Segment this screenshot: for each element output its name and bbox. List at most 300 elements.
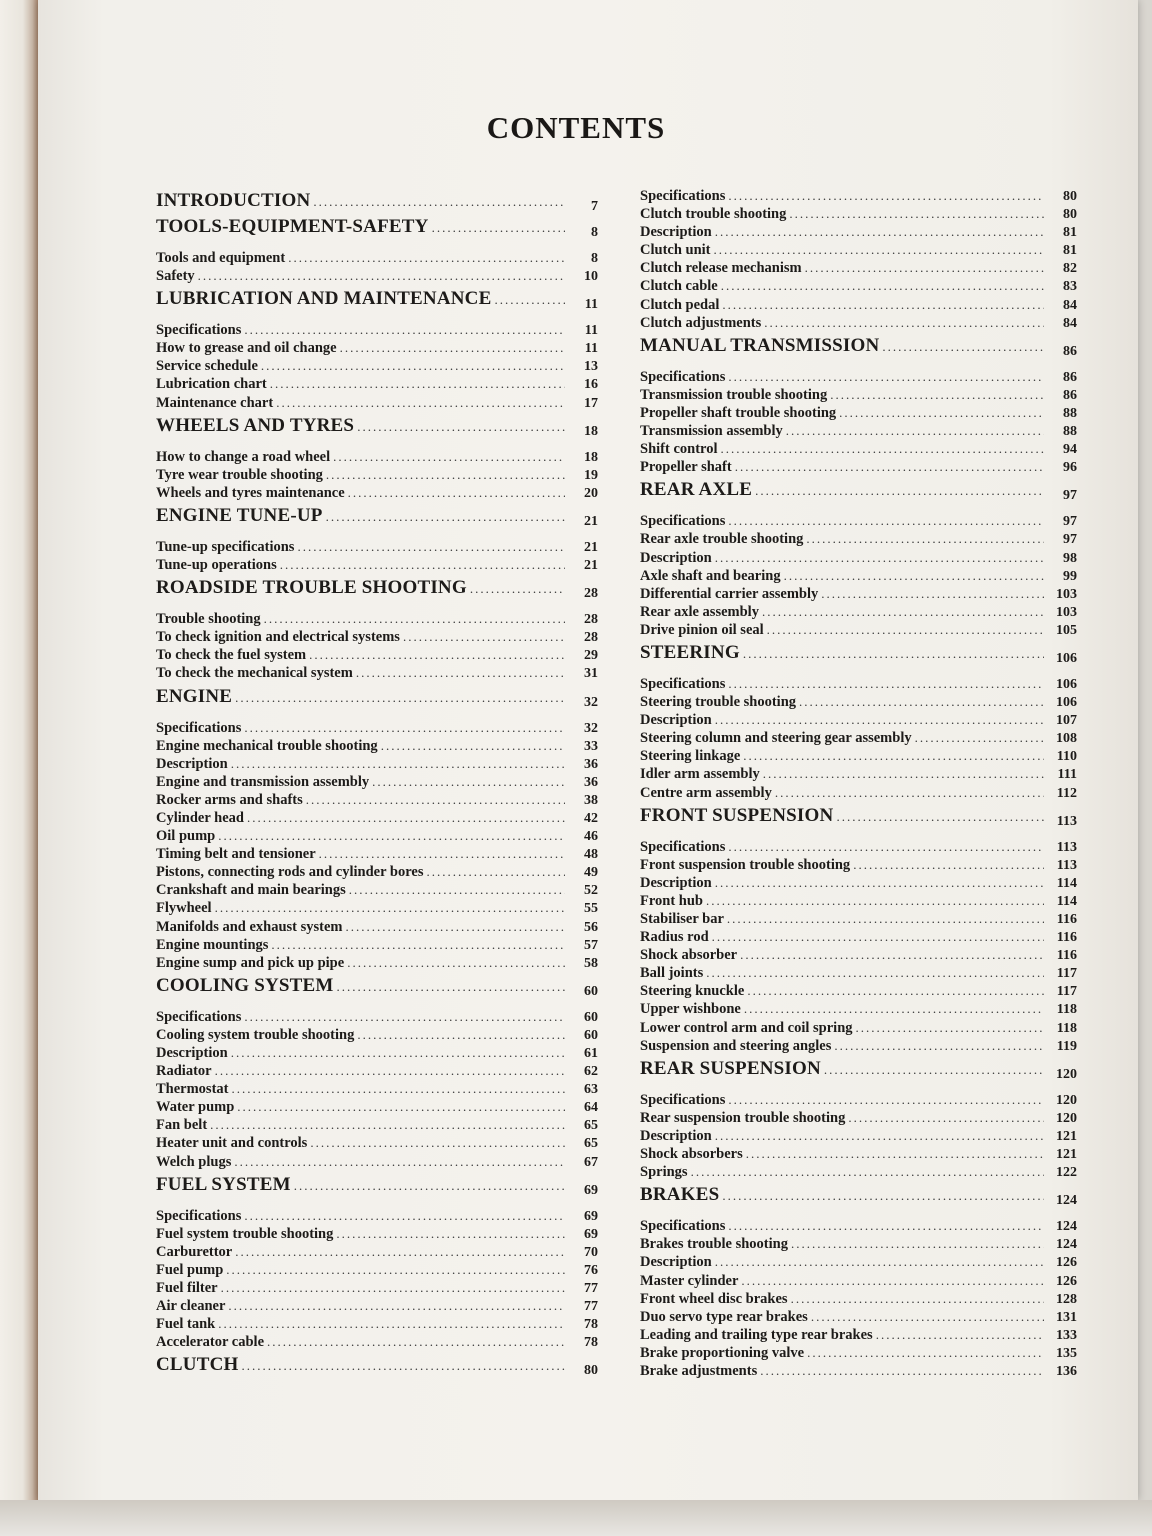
toc-page-number: 107 xyxy=(1056,713,1077,729)
section-spacer xyxy=(156,529,598,539)
toc-page-number: 122 xyxy=(1056,1165,1077,1181)
toc-page-number: 116 xyxy=(1056,912,1077,927)
dot-leader xyxy=(876,1327,1044,1343)
toc-page-number: 94 xyxy=(1063,442,1077,458)
toc-entry xyxy=(640,1038,1077,1056)
toc-entry xyxy=(640,242,1077,260)
toc-entry-label: Safety xyxy=(156,268,195,285)
dot-leader xyxy=(715,1254,1044,1270)
toc-page-number: 86 xyxy=(1063,369,1077,385)
toc-entry-label: FRONT SUSPENSION xyxy=(640,804,834,826)
toc-page-number: 124 xyxy=(1056,1219,1077,1235)
dot-leader xyxy=(824,1062,1044,1078)
dot-leader xyxy=(706,965,1044,981)
toc-entry-label: Brakes trouble shooting xyxy=(640,1236,788,1253)
toc-entry xyxy=(640,568,1077,586)
toc-page-number: 116 xyxy=(1056,930,1077,946)
dot-leader xyxy=(789,206,1044,222)
toc-entry xyxy=(640,694,1077,712)
toc-entry-label: Axle shaft and bearing xyxy=(640,567,781,584)
toc-entry-label: Cylinder head xyxy=(156,809,244,826)
toc-page-number: 78 xyxy=(584,1317,598,1333)
toc-entry xyxy=(156,738,598,756)
toc-entry xyxy=(156,629,598,647)
dot-leader xyxy=(349,882,565,898)
dot-leader xyxy=(215,1063,565,1079)
toc-entry-label: Clutch trouble shooting xyxy=(640,206,787,223)
toc-page-number: 131 xyxy=(1056,1309,1077,1325)
toc-entry-label: Drive pinion oil seal xyxy=(640,621,764,638)
toc-entry-label: Wheels and tyres maintenance xyxy=(156,484,345,501)
toc-entry-label: Specifications xyxy=(640,838,726,855)
toc-section-heading xyxy=(640,1184,1077,1208)
toc-entry-label: Radiator xyxy=(156,1063,212,1080)
toc-section-heading xyxy=(156,216,598,240)
toc-entry xyxy=(156,1208,598,1226)
toc-entry-label: Fuel system trouble shooting xyxy=(156,1225,334,1242)
toc-entry xyxy=(640,730,1077,748)
toc-page-number: 13 xyxy=(584,359,598,375)
section-spacer xyxy=(156,710,598,720)
toc-entry xyxy=(156,539,598,557)
toc-entry xyxy=(156,1334,598,1352)
toc-page-number: 42 xyxy=(584,810,598,826)
toc-entry xyxy=(640,513,1077,531)
toc-entry xyxy=(640,1291,1077,1309)
dot-leader xyxy=(763,766,1044,782)
toc-entry xyxy=(156,395,598,413)
toc-page-number: 126 xyxy=(1056,1273,1077,1289)
toc-entry-label: Oil pump xyxy=(156,828,216,845)
toc-entry-label: Differential carrier assembly xyxy=(640,585,819,602)
toc-entry-label: Brake adjustments xyxy=(640,1362,758,1379)
dot-leader xyxy=(426,864,565,880)
dot-leader xyxy=(721,278,1044,294)
dot-leader xyxy=(244,720,565,736)
dot-leader xyxy=(231,756,565,772)
toc-entry xyxy=(640,965,1077,983)
toc-entry-label: To check ignition and electrical systems xyxy=(156,629,400,646)
toc-entry-label: Brake proportioning valve xyxy=(640,1344,805,1361)
dot-leader xyxy=(821,586,1044,602)
toc-entry xyxy=(640,1001,1077,1019)
toc-page-number: 11 xyxy=(584,297,598,313)
toc-page-number: 98 xyxy=(1063,550,1077,566)
section-spacer xyxy=(640,503,1077,513)
toc-entry xyxy=(640,1164,1077,1182)
toc-entry xyxy=(156,774,598,792)
dot-leader xyxy=(270,376,565,392)
toc-page-number: 18 xyxy=(584,449,598,465)
dot-leader xyxy=(267,1334,565,1350)
toc-entry-label: Specifications xyxy=(156,1207,242,1224)
toc-page-number: 61 xyxy=(584,1046,598,1061)
dot-leader xyxy=(712,929,1044,945)
toc-entry-label: Specifications xyxy=(640,675,726,692)
toc-page-number: 113 xyxy=(1056,857,1077,873)
toc-entry xyxy=(156,268,598,286)
toc-entry-label: Description xyxy=(640,712,712,729)
toc-entry-label: Clutch unit xyxy=(640,242,711,259)
dot-leader xyxy=(807,1345,1044,1361)
dot-leader xyxy=(288,250,565,266)
page-title: CONTENTS xyxy=(486,110,666,145)
dot-leader xyxy=(915,730,1044,746)
toc-entry xyxy=(640,911,1077,929)
dot-leader xyxy=(805,260,1044,276)
toc-page-number: 69 xyxy=(584,1226,598,1242)
toc-page-number: 86 xyxy=(1063,387,1077,403)
toc-entry xyxy=(640,712,1077,730)
dot-leader xyxy=(333,449,565,465)
toc-page-number: 136 xyxy=(1056,1363,1077,1379)
toc-page-number: 21 xyxy=(584,558,598,574)
dot-leader xyxy=(839,405,1044,421)
dot-leader xyxy=(799,694,1044,710)
toc-entry xyxy=(156,1244,598,1262)
toc-page-number: 32 xyxy=(584,720,598,736)
dot-leader xyxy=(691,1164,1044,1180)
toc-page-number: 11 xyxy=(584,341,598,357)
toc-page-number: 57 xyxy=(584,937,598,953)
dot-leader xyxy=(720,441,1044,457)
dot-leader xyxy=(357,419,565,435)
dot-leader xyxy=(313,194,565,210)
toc-entry-label: ENGINE TUNE-UP xyxy=(156,504,323,526)
toc-entry xyxy=(156,340,598,358)
toc-entry xyxy=(640,983,1077,1001)
toc-entry xyxy=(156,937,598,955)
toc-entry xyxy=(156,1280,598,1298)
dot-leader xyxy=(247,810,565,826)
toc-page-number: 11 xyxy=(584,323,598,339)
toc-entry-label: Fuel tank xyxy=(156,1316,216,1333)
toc-page-number: 88 xyxy=(1063,424,1077,440)
toc-page-number: 60 xyxy=(584,983,598,999)
toc-entry xyxy=(640,1128,1077,1146)
dot-leader xyxy=(306,792,565,808)
toc-entry xyxy=(640,369,1077,387)
toc-entry-label: Specifications xyxy=(156,719,242,736)
toc-entry-label: Cooling system trouble shooting xyxy=(156,1026,355,1043)
toc-page-number: 8 xyxy=(591,251,598,266)
toc-page-number: 96 xyxy=(1063,460,1077,476)
toc-page-number: 32 xyxy=(584,694,598,710)
toc-page-number: 128 xyxy=(1056,1291,1077,1307)
toc-entry-label: Engine mechanical trouble shooting xyxy=(156,737,378,754)
toc-entry-label: Trouble shooting xyxy=(156,611,261,628)
dot-leader xyxy=(356,665,565,681)
toc-entry-label: Timing belt and tensioner xyxy=(156,846,316,863)
toc-page-number: 121 xyxy=(1056,1147,1077,1163)
toc-page-number: 56 xyxy=(584,919,598,935)
dot-leader xyxy=(244,1009,565,1025)
toc-entry-label: CLUTCH xyxy=(156,1354,239,1376)
dot-leader xyxy=(357,1027,565,1043)
toc-entry-label: Leading and trailing type rear brakes xyxy=(640,1326,873,1343)
toc-entry-label: Idler arm assembly xyxy=(640,766,760,783)
toc-page-number: 33 xyxy=(584,738,598,754)
dot-leader xyxy=(743,646,1044,662)
dot-leader xyxy=(786,423,1044,439)
toc-section-heading xyxy=(156,415,598,439)
toc-entry xyxy=(156,1027,598,1045)
toc-page-number: 119 xyxy=(1056,1038,1077,1054)
toc-entry-label: Propeller shaft trouble shooting xyxy=(640,404,837,421)
toc-page-number: 76 xyxy=(584,1262,598,1278)
toc-page-number: 103 xyxy=(1056,604,1077,620)
toc-entry-label: Fuel pump xyxy=(156,1261,224,1278)
toc-entry-label: COOLING SYSTEM xyxy=(156,974,334,996)
toc-entry xyxy=(640,839,1077,857)
toc-page-number: 106 xyxy=(1056,676,1077,692)
toc-page-number: 69 xyxy=(584,1208,598,1224)
toc-entry xyxy=(156,1081,598,1099)
dot-leader xyxy=(848,1110,1044,1126)
toc-entry-label: Description xyxy=(640,1127,712,1144)
section-spacer xyxy=(156,312,598,322)
toc-entry xyxy=(640,875,1077,893)
dot-leader xyxy=(856,1020,1044,1036)
dot-leader xyxy=(264,611,565,627)
toc-entry xyxy=(640,297,1077,315)
toc-entry xyxy=(640,1218,1077,1236)
toc-entry-label: Springs xyxy=(640,1164,688,1181)
toc-entry-label: Thermostat xyxy=(156,1081,229,1098)
dot-leader xyxy=(722,1188,1044,1204)
toc-entry-label: Specifications xyxy=(640,1218,726,1235)
dot-leader xyxy=(806,531,1044,547)
toc-entry-label: Tune-up operations xyxy=(156,557,277,574)
section-spacer xyxy=(640,1208,1077,1218)
toc-page-number: 67 xyxy=(584,1154,598,1170)
toc-page-number: 36 xyxy=(584,756,598,772)
toc-page-number: 81 xyxy=(1063,225,1077,241)
toc-entry xyxy=(640,441,1077,459)
toc-entry-label: Air cleaner xyxy=(156,1298,226,1315)
toc-page-number: 77 xyxy=(584,1299,598,1315)
toc-entry-label: Steering column and steering gear assembly xyxy=(640,730,912,747)
toc-entry-label: INTRODUCTION xyxy=(156,190,311,211)
dot-leader xyxy=(747,983,1044,999)
toc-entry xyxy=(640,260,1077,278)
dot-leader xyxy=(746,1146,1044,1162)
toc-entry xyxy=(640,947,1077,965)
toc-page-number: 97 xyxy=(1063,488,1077,504)
toc-entry-label: Lubrication chart xyxy=(156,376,267,393)
toc-page-number: 10 xyxy=(584,269,598,285)
toc-entry-label: Service schedule xyxy=(156,358,258,375)
toc-entry xyxy=(156,919,598,937)
toc-entry xyxy=(640,405,1077,423)
toc-entry-label: Specifications xyxy=(640,188,726,204)
dot-leader xyxy=(276,395,565,411)
toc-page-number: 48 xyxy=(584,847,598,863)
toc-entry xyxy=(640,857,1077,875)
toc-page-number: 114 xyxy=(1056,893,1077,909)
toc-entry-label: Description xyxy=(156,1045,228,1061)
section-spacer xyxy=(640,666,1077,676)
toc-entry xyxy=(640,1345,1077,1363)
toc-page-number: 55 xyxy=(584,901,598,917)
dot-leader xyxy=(326,509,565,525)
toc-entry-label: BRAKES xyxy=(640,1184,720,1206)
toc-entry-label: Tools and equipment xyxy=(156,250,286,266)
toc-entry-label: Clutch release mechanism xyxy=(640,260,802,277)
dot-leader xyxy=(760,1363,1044,1379)
toc-entry xyxy=(156,250,598,268)
toc-page-number: 17 xyxy=(584,395,598,411)
toc-page-number: 36 xyxy=(584,774,598,790)
toc-entry xyxy=(640,224,1077,242)
toc-entry-label: Description xyxy=(640,874,712,891)
dot-leader xyxy=(310,1135,565,1151)
dot-leader xyxy=(830,387,1044,403)
toc-section-heading xyxy=(156,577,598,601)
toc-entry xyxy=(640,785,1077,803)
toc-entry-label: Rocker arms and shafts xyxy=(156,791,303,808)
toc-page-number: 103 xyxy=(1056,586,1077,602)
toc-page-number: 105 xyxy=(1056,622,1077,638)
toc-entry-label: Clutch cable xyxy=(640,278,718,295)
dot-leader xyxy=(244,1208,565,1224)
toc-entry-label: Heater unit and controls xyxy=(156,1135,308,1152)
dot-leader xyxy=(215,900,565,916)
toc-page-number: 29 xyxy=(584,648,598,664)
dot-leader xyxy=(784,568,1044,584)
toc-entry-label: Fan belt xyxy=(156,1117,208,1134)
toc-entry xyxy=(156,846,598,864)
toc-page-number: 112 xyxy=(1056,785,1077,801)
dot-leader xyxy=(762,604,1044,620)
dot-leader xyxy=(715,224,1044,240)
toc-entry xyxy=(640,387,1077,405)
toc-section-heading xyxy=(156,288,598,312)
toc-page-number: 8 xyxy=(591,225,598,240)
section-spacer xyxy=(156,601,598,611)
toc-entry-label: Transmission trouble shooting xyxy=(640,386,828,403)
toc-entry-label: Front wheel disc brakes xyxy=(640,1290,788,1307)
toc-entry xyxy=(156,485,598,503)
toc-entry-label: TOOLS-EQUIPMENT-SAFETY xyxy=(156,216,429,237)
toc-entry xyxy=(640,1309,1077,1327)
toc-entry-label: WHEELS AND TYRES xyxy=(156,414,355,436)
toc-entry-label: Steering knuckle xyxy=(640,983,745,1000)
dot-leader xyxy=(740,947,1044,963)
toc-entry xyxy=(640,1327,1077,1345)
dot-leader xyxy=(326,467,565,483)
toc-entry xyxy=(156,376,598,394)
toc-entry-label: Master cylinder xyxy=(640,1272,739,1289)
toc-entry-label: Clutch adjustments xyxy=(640,314,762,331)
dot-leader xyxy=(381,738,565,754)
toc-page-number: 28 xyxy=(584,630,598,646)
toc-page-number: 49 xyxy=(584,865,598,881)
toc-page-number: 78 xyxy=(584,1335,598,1351)
toc-entry-label: Specifications xyxy=(156,1008,242,1025)
toc-entry-label: Water pump xyxy=(156,1099,235,1116)
toc-entry-label: Transmission assembly xyxy=(640,423,783,440)
toc-entry xyxy=(156,358,598,376)
toc-entry xyxy=(640,459,1077,477)
toc-entry xyxy=(640,315,1077,333)
toc-entry-label: MANUAL TRANSMISSION xyxy=(640,334,880,356)
dot-leader xyxy=(347,955,565,971)
toc-entry-label: Shock absorbers xyxy=(640,1146,743,1163)
toc-entry xyxy=(640,676,1077,694)
toc-entry-label: Engine mountings xyxy=(156,936,269,953)
toc-entry-label: FUEL SYSTEM xyxy=(156,1173,291,1195)
toc-page-number: 63 xyxy=(584,1082,598,1098)
toc-entry xyxy=(640,531,1077,549)
section-spacer xyxy=(156,439,598,449)
toc-page-number: 121 xyxy=(1056,1128,1077,1144)
toc-section-heading xyxy=(156,190,598,214)
toc-page-number: 21 xyxy=(584,539,598,555)
toc-page-number: 60 xyxy=(584,1009,598,1025)
toc-page-number: 106 xyxy=(1056,695,1077,711)
dot-leader xyxy=(791,1236,1044,1252)
toc-entry-label: Fuel filter xyxy=(156,1280,218,1297)
contents-column-right xyxy=(640,188,1077,1381)
toc-page-number: 38 xyxy=(584,792,598,808)
dot-leader xyxy=(218,828,565,844)
toc-entry xyxy=(640,1146,1077,1164)
toc-page-number: 84 xyxy=(1063,315,1077,331)
toc-page-number: 114 xyxy=(1056,875,1077,891)
dot-leader xyxy=(727,911,1044,927)
toc-page-number: 31 xyxy=(584,666,598,682)
toc-entry xyxy=(156,1262,598,1280)
dot-leader xyxy=(210,1117,565,1133)
toc-page-number: 124 xyxy=(1056,1193,1077,1209)
toc-page-number: 118 xyxy=(1056,1020,1077,1036)
toc-entry xyxy=(156,467,598,485)
dot-leader xyxy=(280,557,565,573)
toc-page-number: 18 xyxy=(584,423,598,439)
toc-entry xyxy=(156,900,598,918)
toc-entry-label: Steering linkage xyxy=(640,748,741,765)
binding-edge xyxy=(0,0,38,1536)
toc-entry xyxy=(156,1117,598,1135)
toc-page-number: 124 xyxy=(1056,1237,1077,1253)
toc-entry-label: Engine and transmission assembly xyxy=(156,773,370,790)
dot-leader xyxy=(722,297,1044,313)
toc-section-heading xyxy=(640,479,1077,503)
toc-entry xyxy=(156,557,598,575)
dot-leader xyxy=(728,1218,1044,1234)
toc-entry xyxy=(640,1110,1077,1128)
toc-entry-label: To check the mechanical system xyxy=(156,665,353,682)
dot-leader xyxy=(836,809,1044,825)
toc-entry-label: To check the fuel system xyxy=(156,647,307,664)
section-spacer xyxy=(640,829,1077,839)
toc-entry xyxy=(156,1226,598,1244)
toc-entry-label: Description xyxy=(156,755,228,772)
toc-page-number: 77 xyxy=(584,1281,598,1297)
toc-page-number: 69 xyxy=(584,1182,598,1198)
toc-entry xyxy=(640,550,1077,568)
toc-page-number: 126 xyxy=(1056,1255,1077,1271)
dot-leader xyxy=(728,839,1044,855)
dot-leader xyxy=(237,1099,565,1115)
toc-page-number: 113 xyxy=(1056,839,1077,855)
section-spacer xyxy=(640,1082,1077,1092)
toc-page-number: 120 xyxy=(1056,1092,1077,1108)
dot-leader xyxy=(853,857,1044,873)
dot-leader xyxy=(767,622,1044,638)
dot-leader xyxy=(735,459,1044,475)
